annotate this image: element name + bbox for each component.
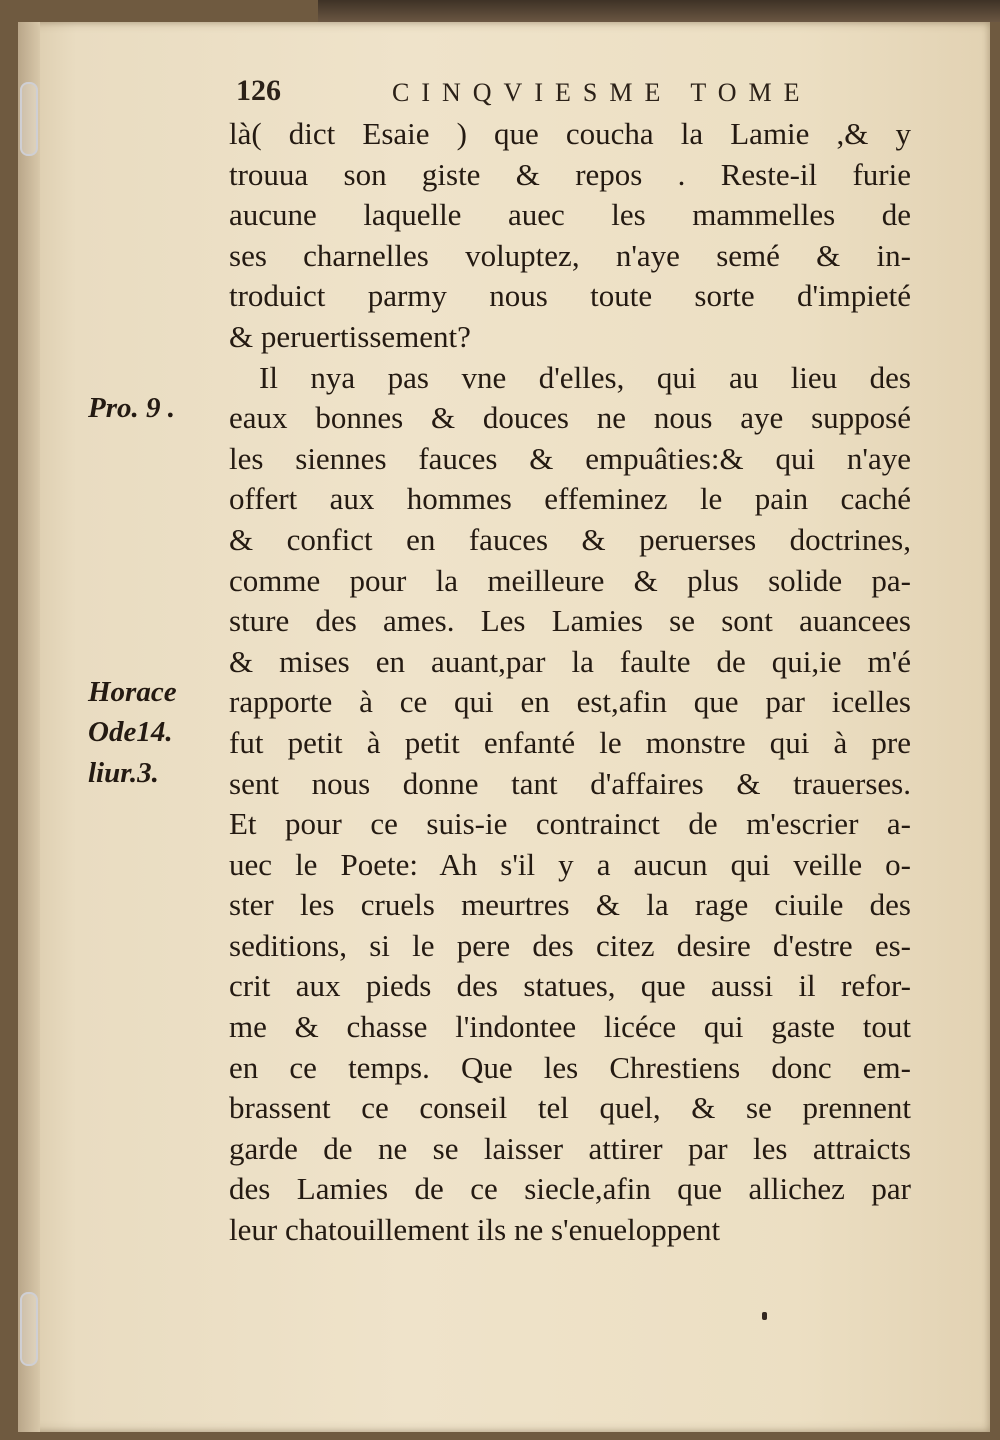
text-line: comme pour la meilleure & plus solide pa- [229,562,911,598]
text-line: & peruertissement? [229,318,471,354]
book-top-edge [318,0,1000,22]
text-line: sture des ames. Les Lamies se sont auancees [229,603,911,639]
text-line: en ce temps. Que les Chrestiens donc em- [229,1049,911,1085]
text-line: & mises en auant,par la faulte de qui,ie m'é [229,643,911,679]
text-line: troduict parmy nous toute sorte d'impieté [229,278,911,314]
text-line: aucune laquelle auec les mammelles de [229,197,911,233]
binding-ring-icon [20,1292,38,1366]
text-line: me & chasse l'indontee licéce qui gaste tout [229,1009,911,1045]
text-line: garde de ne se laisser attirer par les attraicts [229,1130,911,1166]
header-title: CINQVIESME TOME [392,78,812,107]
text-line: leur chatouillement ils ne s'enueloppent [229,1212,721,1248]
book-binding [18,22,40,1432]
text-line: ses charnelles voluptez, n'aye semé & in- [229,237,911,273]
text-line: sent nous donne tant d'affaires & trauerses. [229,765,911,801]
text-line: Il nya pas vne d'elles, qui au lieu des [259,359,911,395]
text-line: fut petit à petit enfanté le monstre qui à pre [229,724,911,760]
margin-note: Ode14. [88,716,173,748]
text-line: offert aux hommes effeminez le pain caché [229,481,911,517]
text-line: des Lamies de ce siecle,afin que allichez par [229,1171,911,1207]
text-line: Et pour ce suis-ie contrainct de m'escrier a- [229,806,911,842]
text-line: seditions, si le pere des citez desire d'estre es- [229,927,911,963]
ink-mark [762,1312,767,1320]
text-line: trouua son giste & repos . Reste-il furie [229,156,911,192]
page-number: 126 [236,74,281,107]
margin-note: Pro. 9 . [88,392,175,424]
text-line: crit aux pieds des statues, que aussi il refor- [229,968,911,1004]
margin-note: liur.3. [88,757,159,789]
body-text [211,114,911,1251]
book-page [18,22,990,1432]
text-line: eaux bonnes & douces ne nous aye supposé [229,400,911,436]
binding-ring-icon [20,82,38,156]
text-line: rapporte à ce qui en est,afin que par icelles [229,684,911,720]
text-line: ster les cruels meurtres & la rage ciuile des [229,887,911,923]
text-line: là( dict Esaie ) que coucha la Lamie ,& y [229,116,911,151]
margin-note: Horace [88,676,177,708]
text-line: brassent ce conseil tel quel, & se prennent [229,1090,911,1126]
text-line: les siennes fauces & empuâties:& qui n'aye [229,440,911,476]
running-head [216,64,856,114]
text-line: & confict en fauces & peruerses doctrines, [229,521,911,557]
text-line: uec le Poete: Ah s'il y a aucun qui veille o- [229,846,911,882]
